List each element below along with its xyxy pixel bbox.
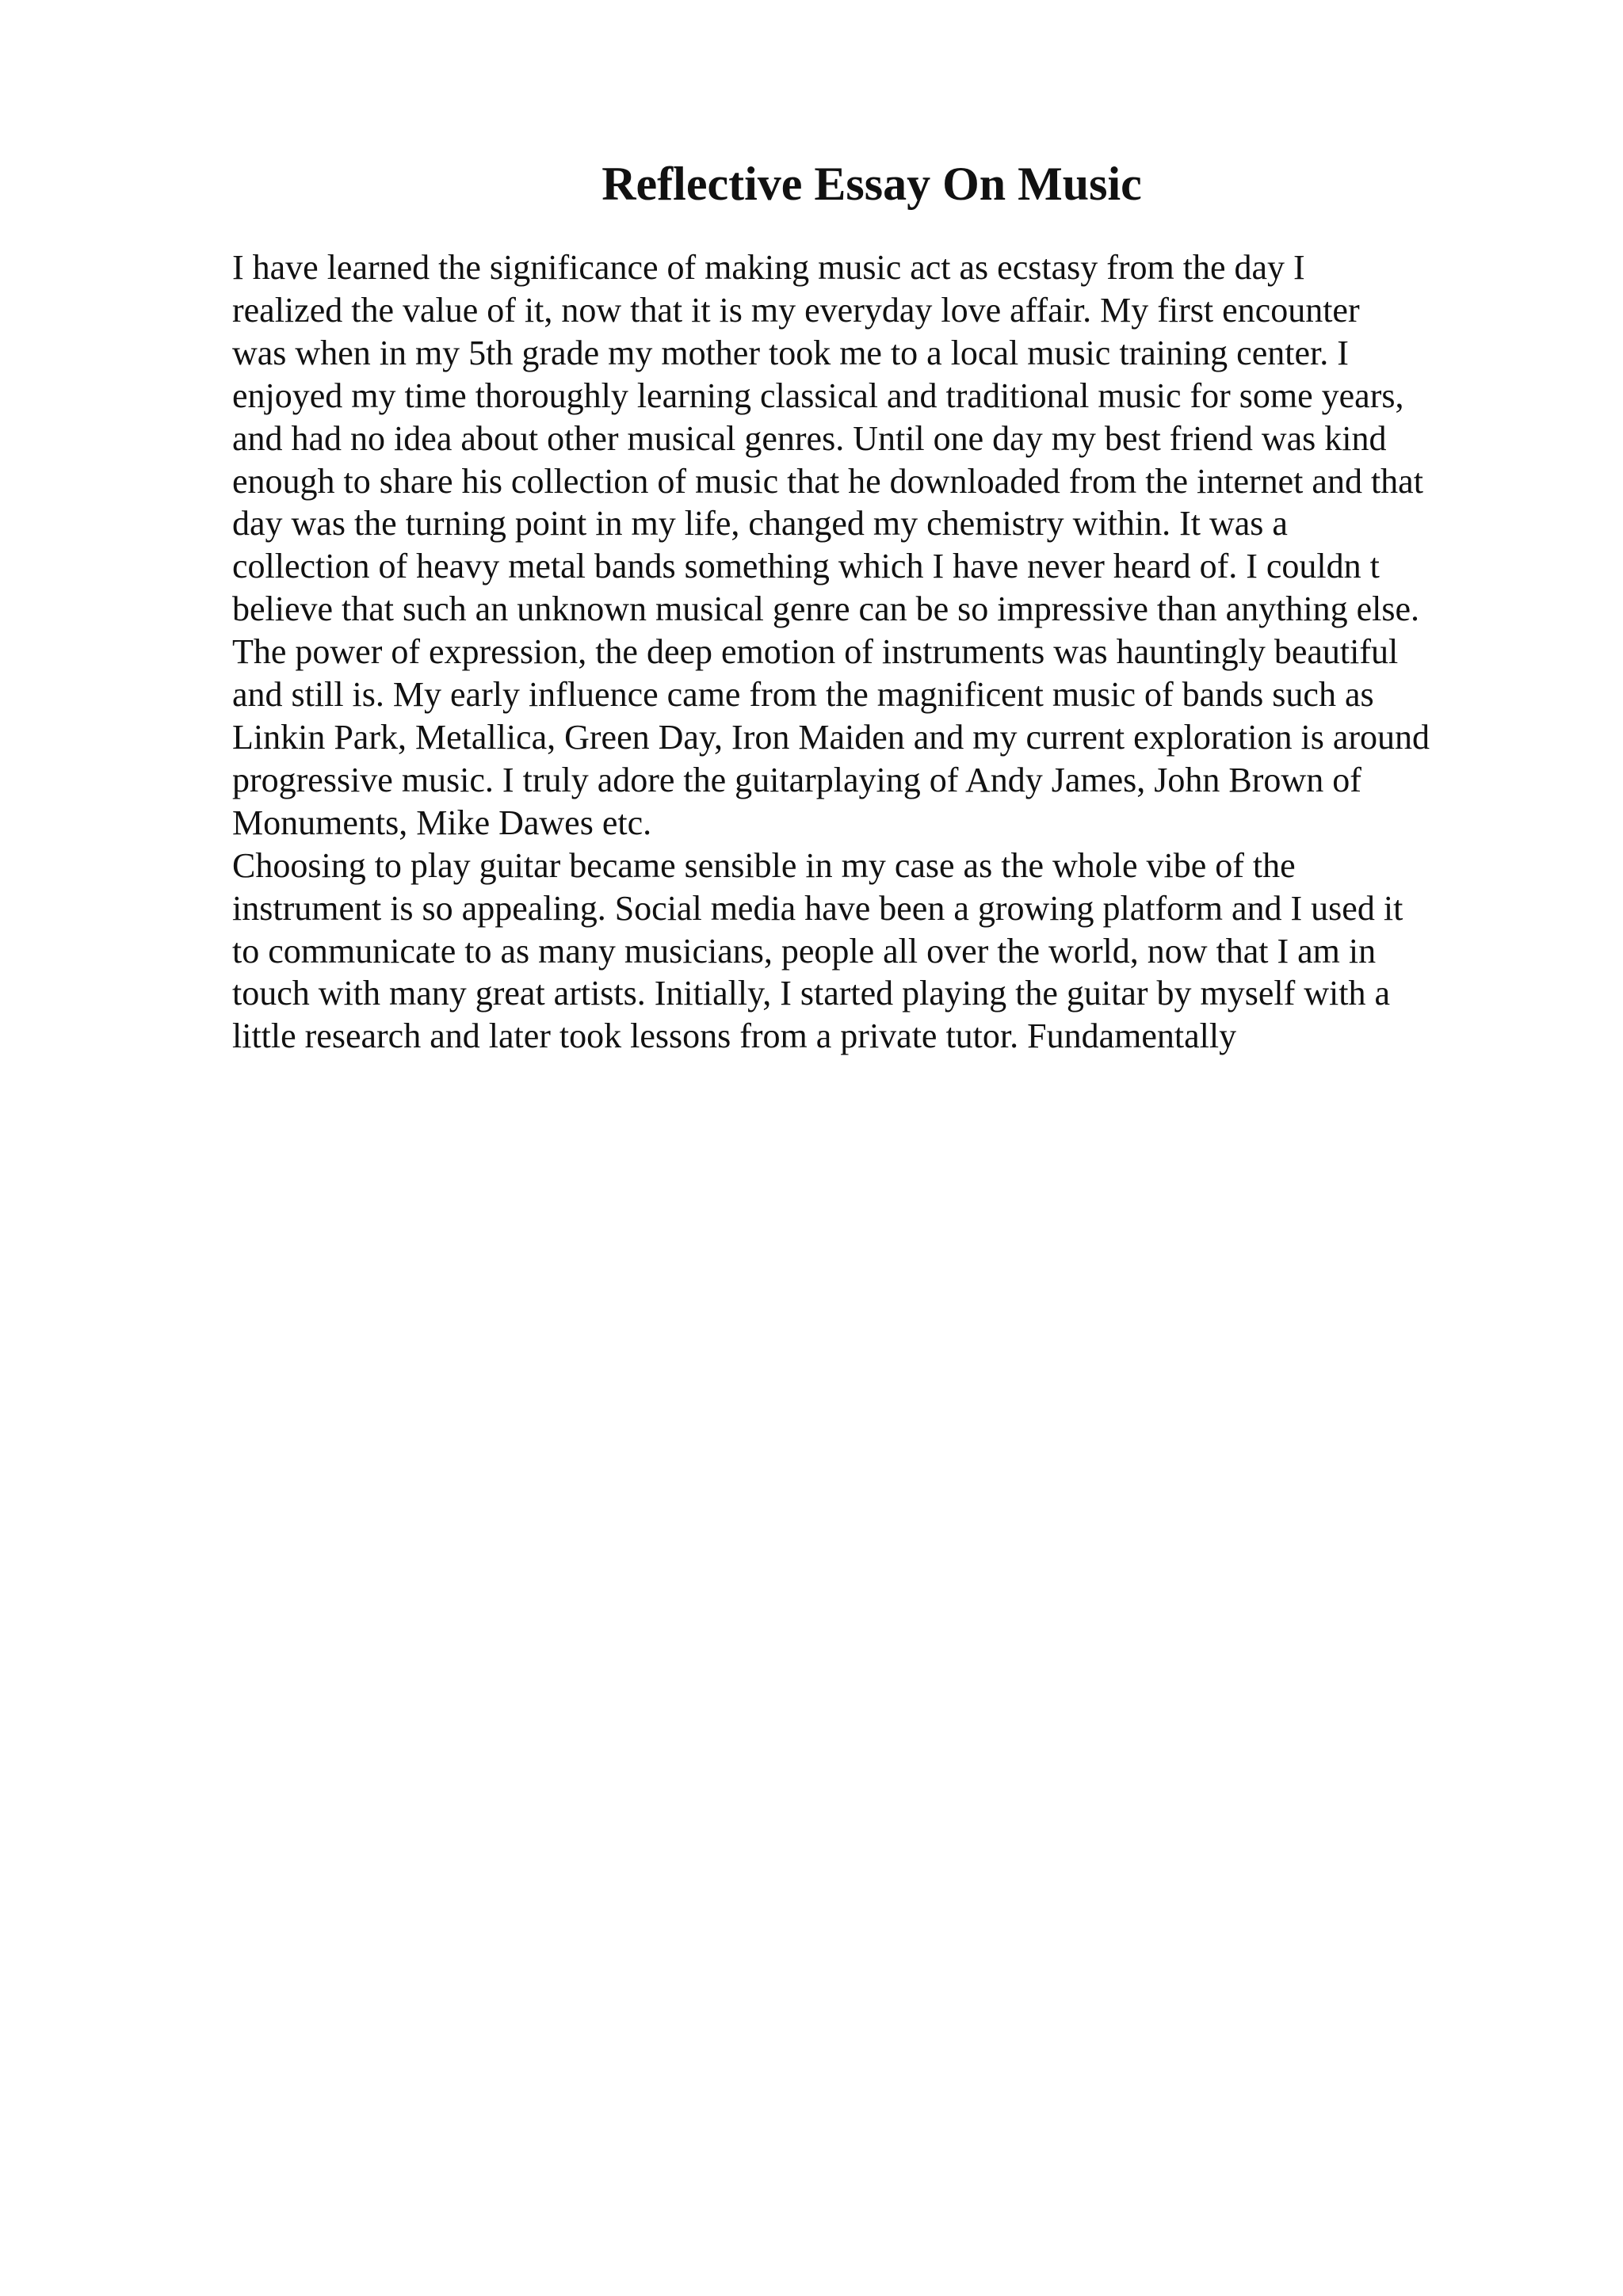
essay-line: was when in my 5th grade my mother took me to a local music training center. I [232,333,1349,372]
essay-line: touch with many great artists. Initially, I started playing the guitar by myself with a [232,974,1391,1013]
essay-line: to communicate to as many musicians, people all over the world, now that I am in [232,931,1377,971]
essay-line: collection of heavy metal bands something which I have never heard of. I couldn t [232,547,1380,586]
essay-line: and had no idea about other musical genres. Until one day my best friend was kind [232,418,1387,458]
essay-line: progressive music. I truly adore the guitarplaying of Andy James, John Brown of [232,760,1361,799]
essay-line: Monuments, Mike Dawes etc. [232,803,652,842]
essay-line: instrument is so appealing. Social media have been a growing platform and I used it [232,888,1403,928]
essay-line: little research and later took lessons from a private tutor. Fundamentally [232,1016,1237,1056]
essay-line: The power of expression, the deep emotion of instruments was hauntingly beautiful [232,632,1399,672]
essay-line: enough to share his collection of music that he downloaded from the internet and that [232,461,1423,501]
essay-line: Linkin Park, Metallica, Green Day, Iron Maiden and my current exploration is around [232,717,1430,757]
essay-line: day was the turning point in my life, changed my chemistry within. It was a [232,504,1288,543]
essay-line: I have learned the significance of making music act as ecstasy from the day I [232,248,1305,287]
document-title: Reflective Essay On Music [601,158,1142,210]
essay-line: Choosing to play guitar became sensible in my case as the whole vibe of the [232,845,1296,885]
essay-line: enjoyed my time thoroughly learning classical and traditional music for some years, [232,376,1404,415]
essay-line: realized the value of it, now that it is my everyday love affair. My first encounter [232,290,1360,330]
essay-line: believe that such an unknown musical genre can be so impressive than anything else. [232,589,1420,629]
essay-body [232,246,1516,1058]
essay-line: and still is. My early influence came from the magnificent music of bands such as [232,675,1374,715]
